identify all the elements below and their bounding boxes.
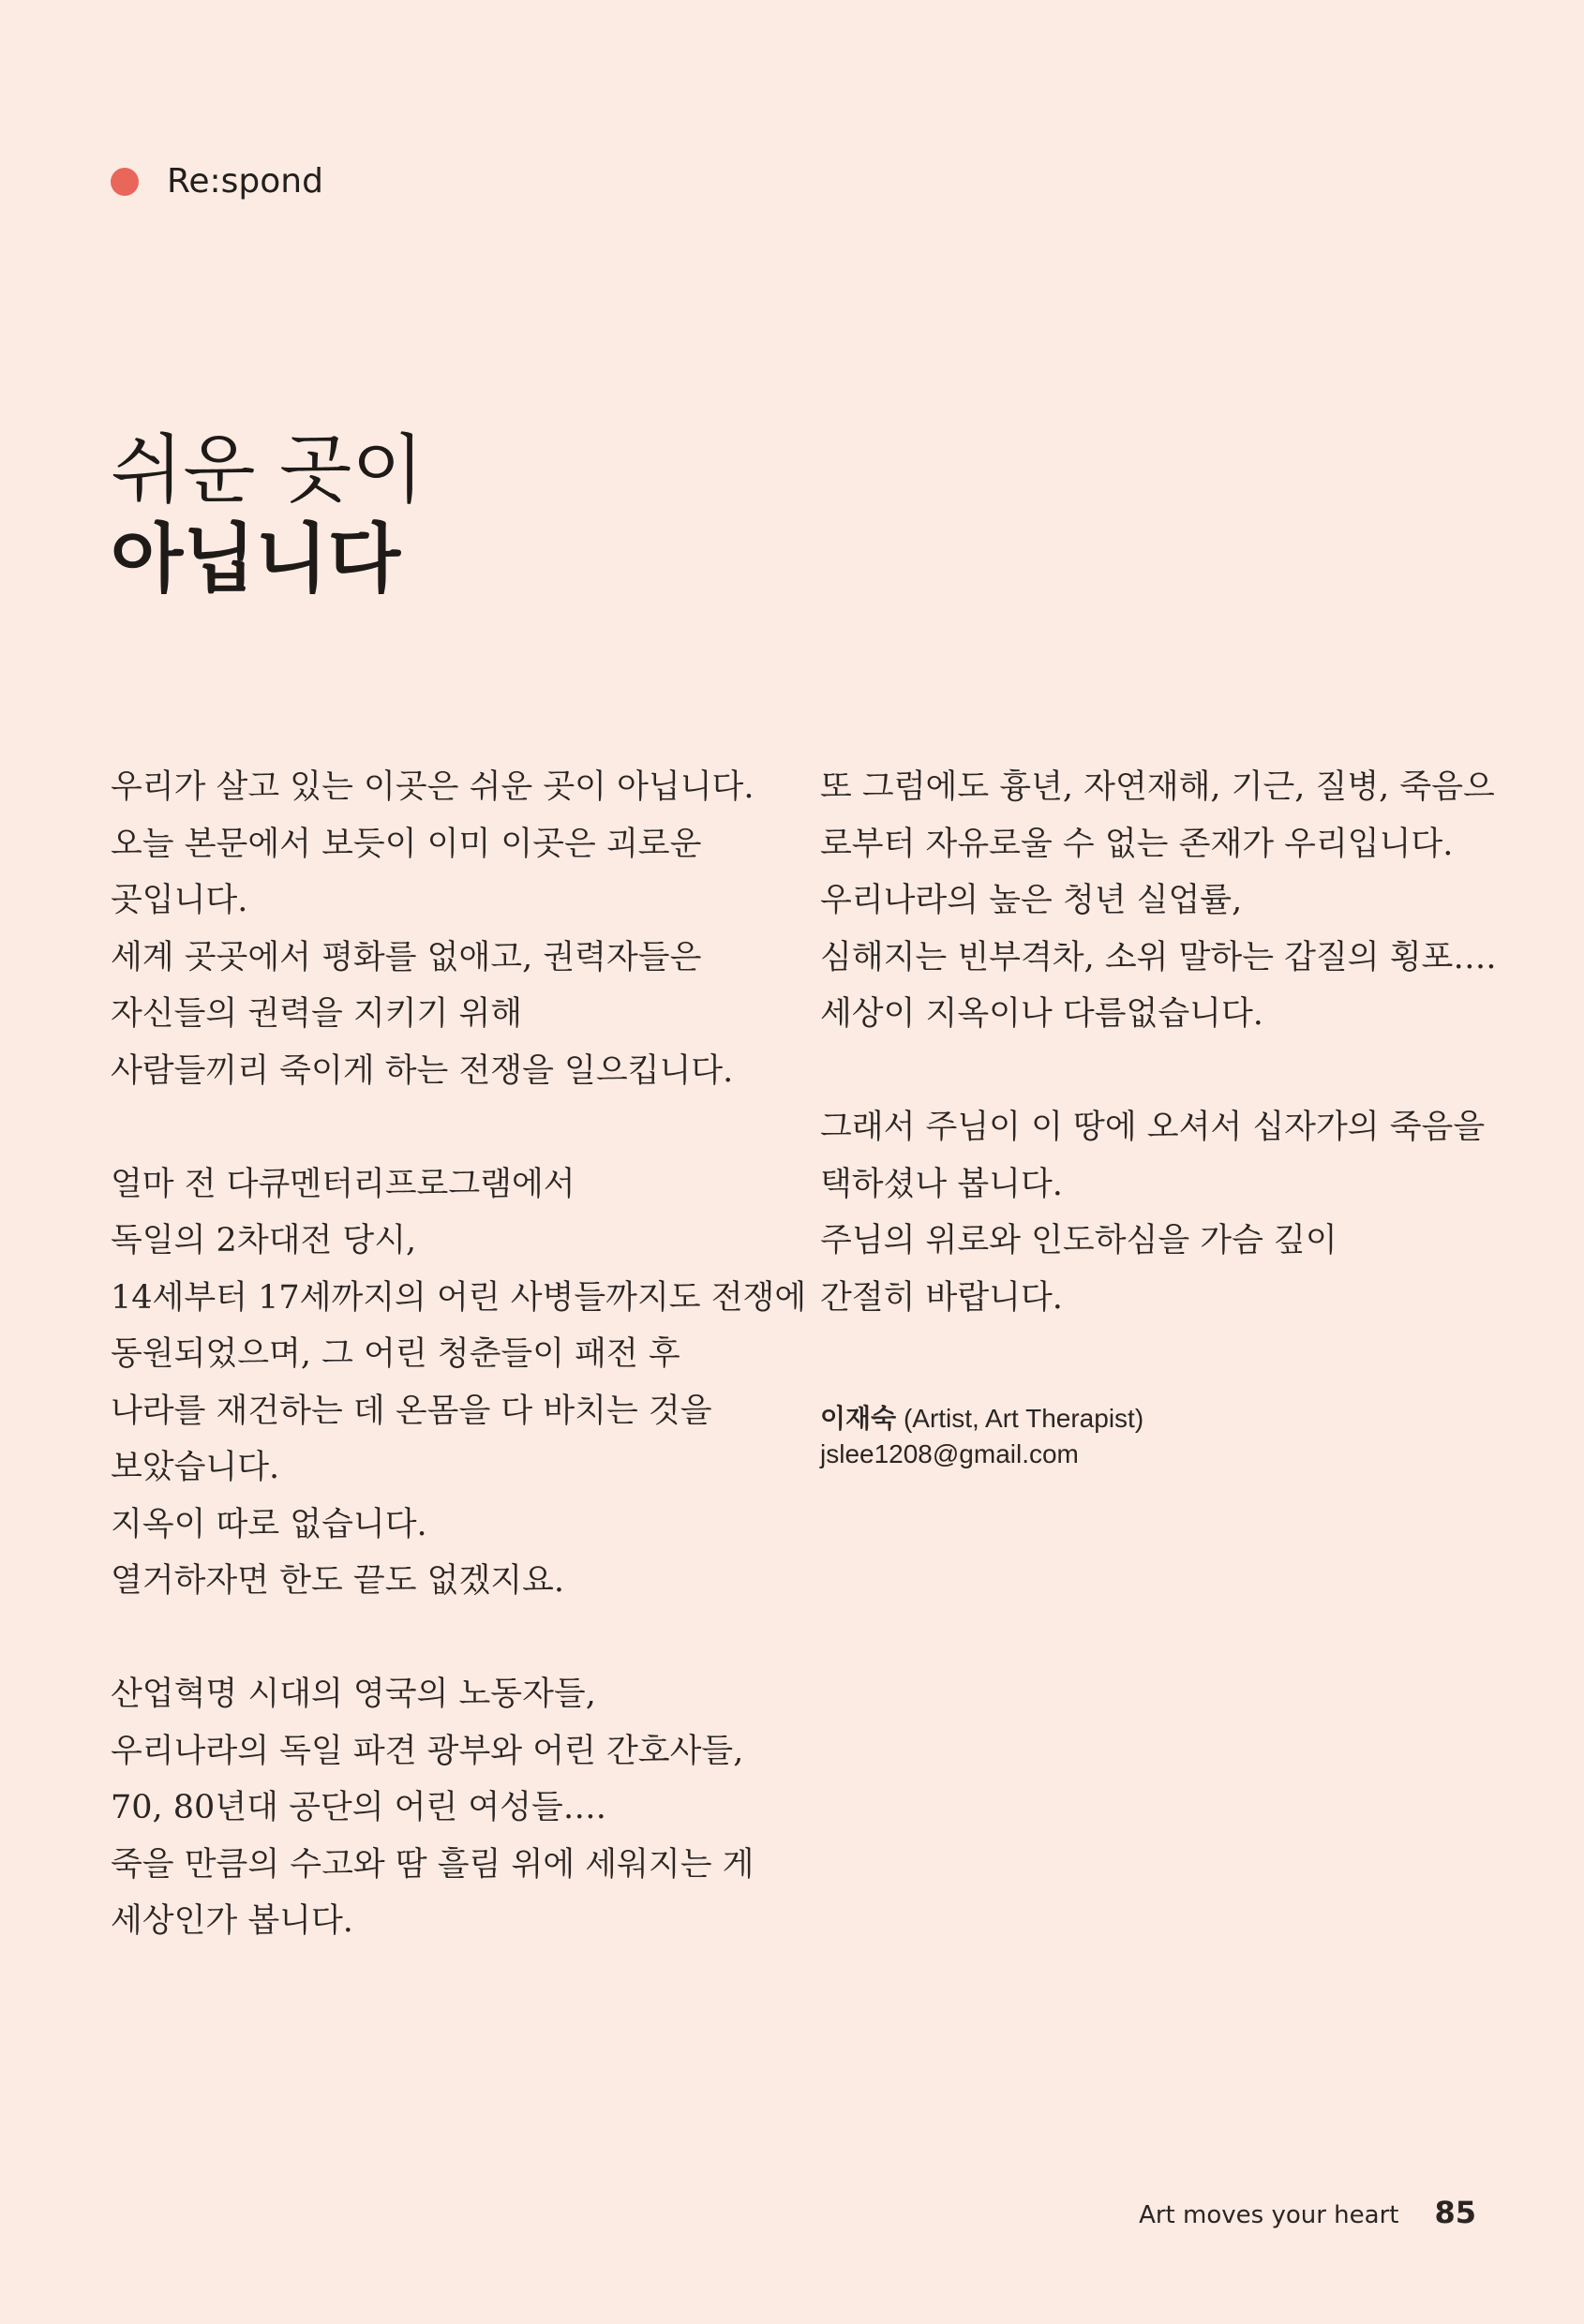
text-line: 나라를 재건하는 데 온몸을 다 바치는 것을 [111, 1392, 712, 1430]
author-name: 이재숙 [820, 1404, 897, 1433]
text-line: 보았습니다. [111, 1449, 280, 1486]
text-line: 심해지는 빈부격차, 소위 말하는 갑질의 횡포…. [820, 938, 1497, 976]
text-line: 주님의 위로와 인도하심을 가슴 깊이 [820, 1222, 1337, 1259]
text-line: 독일의 2차대전 당시, [111, 1222, 417, 1259]
title-line-1: 쉬운 곳이 [111, 426, 425, 514]
text-line: 우리가 살고 있는 이곳은 쉬운 곳이 아닙니다. [111, 768, 755, 806]
text-line: 자신들의 권력을 지키기 위해 [111, 995, 523, 1033]
right-column [820, 759, 1495, 1326]
author-email: jslee1208@gmail.com [820, 1439, 1079, 1468]
paragraph [111, 1666, 785, 1950]
paragraph [820, 759, 1495, 1043]
author-line [820, 1401, 1143, 1437]
text-line: 택하셨나 봅니다. [820, 1165, 1063, 1203]
text-line: 간절히 바랍니다. [820, 1278, 1063, 1317]
text-line: 세계 곳곳에서 평화를 없애고, 권력자들은 [111, 938, 702, 976]
section-tag [111, 161, 323, 202]
page-number: 85 [1434, 2195, 1476, 2230]
left-column [111, 759, 807, 1950]
author-block [820, 1401, 1143, 1472]
paragraph [820, 1099, 1495, 1326]
text-line: 동원되었으며, 그 어린 청춘들이 패전 후 [111, 1335, 680, 1373]
paragraph [111, 1156, 807, 1610]
section-dot-icon [111, 168, 139, 196]
text-line: 14세부터 17세까지의 어린 사병들까지도 전쟁에 [111, 1278, 807, 1317]
text-line: 얼마 전 다큐멘터리프로그램에서 [111, 1165, 575, 1203]
text-line: 우리나라의 독일 파견 광부와 어린 간호사들, [111, 1732, 744, 1770]
page-title [111, 426, 425, 603]
text-line: 세상이 지옥이나 다름없습니다. [820, 995, 1263, 1033]
title-line-2: 아닙니다 [111, 514, 401, 603]
paragraph [111, 759, 785, 1099]
text-line: 또 그럼에도 흉년, 자연재해, 기근, 질병, 죽음으 [820, 768, 1495, 806]
text-line: 세상인가 봅니다. [111, 1902, 353, 1940]
text-line: 열거하자면 한도 끝도 없겠지요. [111, 1562, 565, 1600]
text-line: 로부터 자유로울 수 없는 존재가 우리입니다. [820, 825, 1454, 863]
text-line: 사람들끼리 죽이게 하는 전쟁을 일으킵니다. [111, 1051, 734, 1090]
text-line: 지옥이 따로 없습니다. [111, 1505, 427, 1543]
section-label: Re:spond [167, 162, 323, 201]
author-role: (Artist, Art Therapist) [903, 1404, 1144, 1433]
text-line: 70, 80년대 공단의 어린 여성들…. [111, 1789, 606, 1826]
text-line: 죽을 만큼의 수고와 땀 흘림 위에 세워지는 게 [111, 1845, 755, 1884]
text-line: 곳입니다. [111, 882, 248, 919]
page-footer [1139, 2195, 1476, 2230]
text-line: 우리나라의 높은 청년 실업률, [820, 882, 1243, 919]
text-line: 산업혁명 시대의 영국의 노동자들, [111, 1676, 596, 1713]
footer-tagline: Art moves your heart [1139, 2201, 1399, 2229]
text-line: 그래서 주님이 이 땅에 오셔서 십자가의 죽음을 [820, 1109, 1486, 1146]
text-line: 오늘 본문에서 보듯이 이미 이곳은 괴로운 [111, 825, 702, 863]
